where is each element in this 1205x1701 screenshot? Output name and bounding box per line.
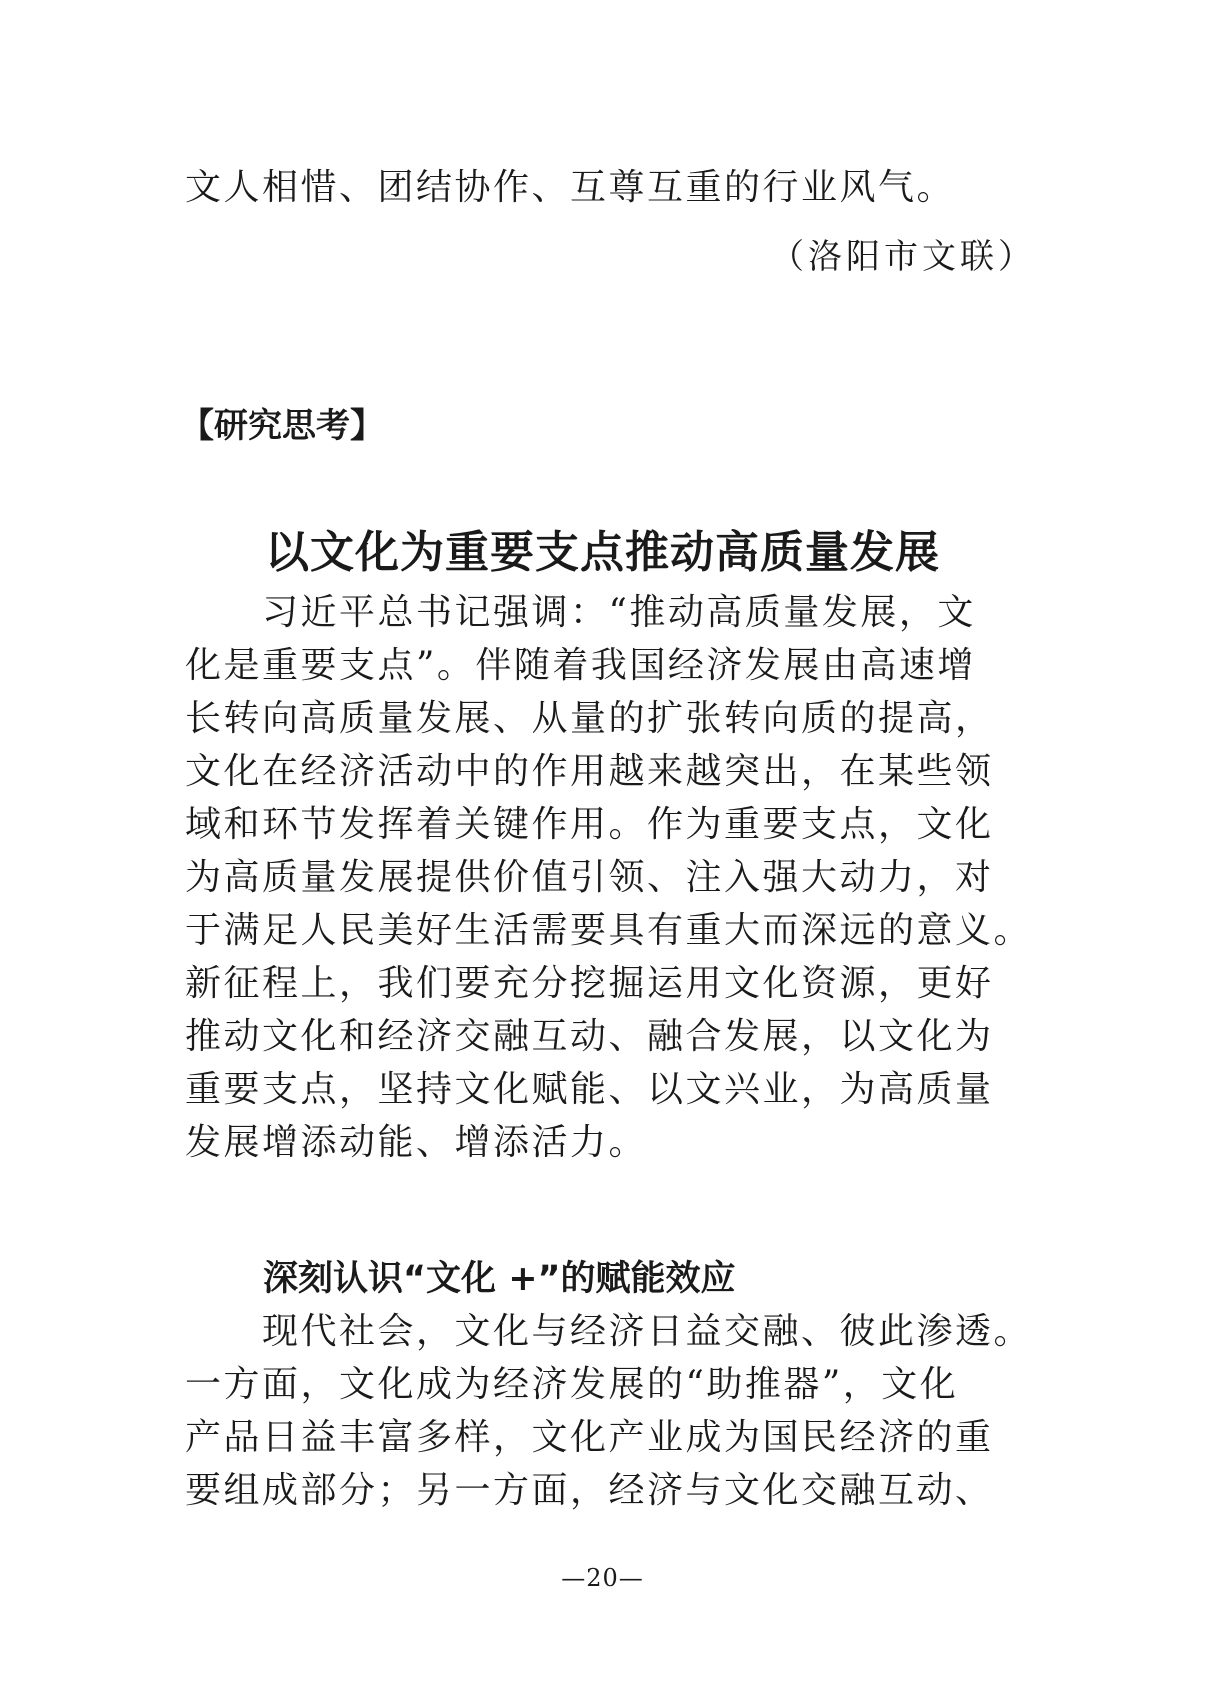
text-line: 要组成部分；另一方面，经济与文化交融互动、 [185,1470,994,1511]
text-line: 于满足人民美好生活需要具有重大而深远的意义。 [185,910,1033,951]
text-line: 推动文化和经济交融互动、融合发展，以文化为 [185,1016,994,1057]
text-line: 现代社会，文化与经济日益交融、彼此渗透。 [185,1311,1033,1352]
text-line: 为高质量发展提供价值引领、注入强大动力，对 [185,857,994,898]
text-line: 文化在经济活动中的作用越来越突出，在某些领 [185,751,994,792]
text-line: 化是重要支点”。伴随着我国经济发展由高速增 [185,645,976,686]
source-attribution: （洛阳市文联） [770,237,1036,277]
text-line: 域和环节发挥着关键作用。作为重要支点，文化 [185,804,994,845]
text-line: 重要支点，坚持文化赋能、以文兴业，为高质量 [185,1069,994,1110]
text-line: 一方面，文化成为经济发展的“助推器”，文化 [185,1364,959,1405]
section-tag: 【研究思考】 [180,406,384,446]
text-line: 长转向高质量发展、从量的扩张转向质的提高， [185,698,994,739]
continuation-text: 文人相惜、团结协作、互尊互重的行业风气。 [185,167,956,208]
text-line: 新征程上，我们要充分挖掘运用文化资源，更好 [185,963,994,1004]
text-line: 习近平总书记强调：“推动高质量发展，文 [185,592,976,633]
section-subheading: 深刻认识“文化 +”的赋能效应 [263,1259,736,1299]
text-line: 发展增添动能、增添活力。 [185,1122,648,1163]
page-number: —20— [561,1564,644,1592]
text-line: 产品日益丰富多样，文化产业成为国民经济的重 [185,1417,994,1458]
article-title: 以文化为重要支点推动高质量发展 [265,527,940,578]
